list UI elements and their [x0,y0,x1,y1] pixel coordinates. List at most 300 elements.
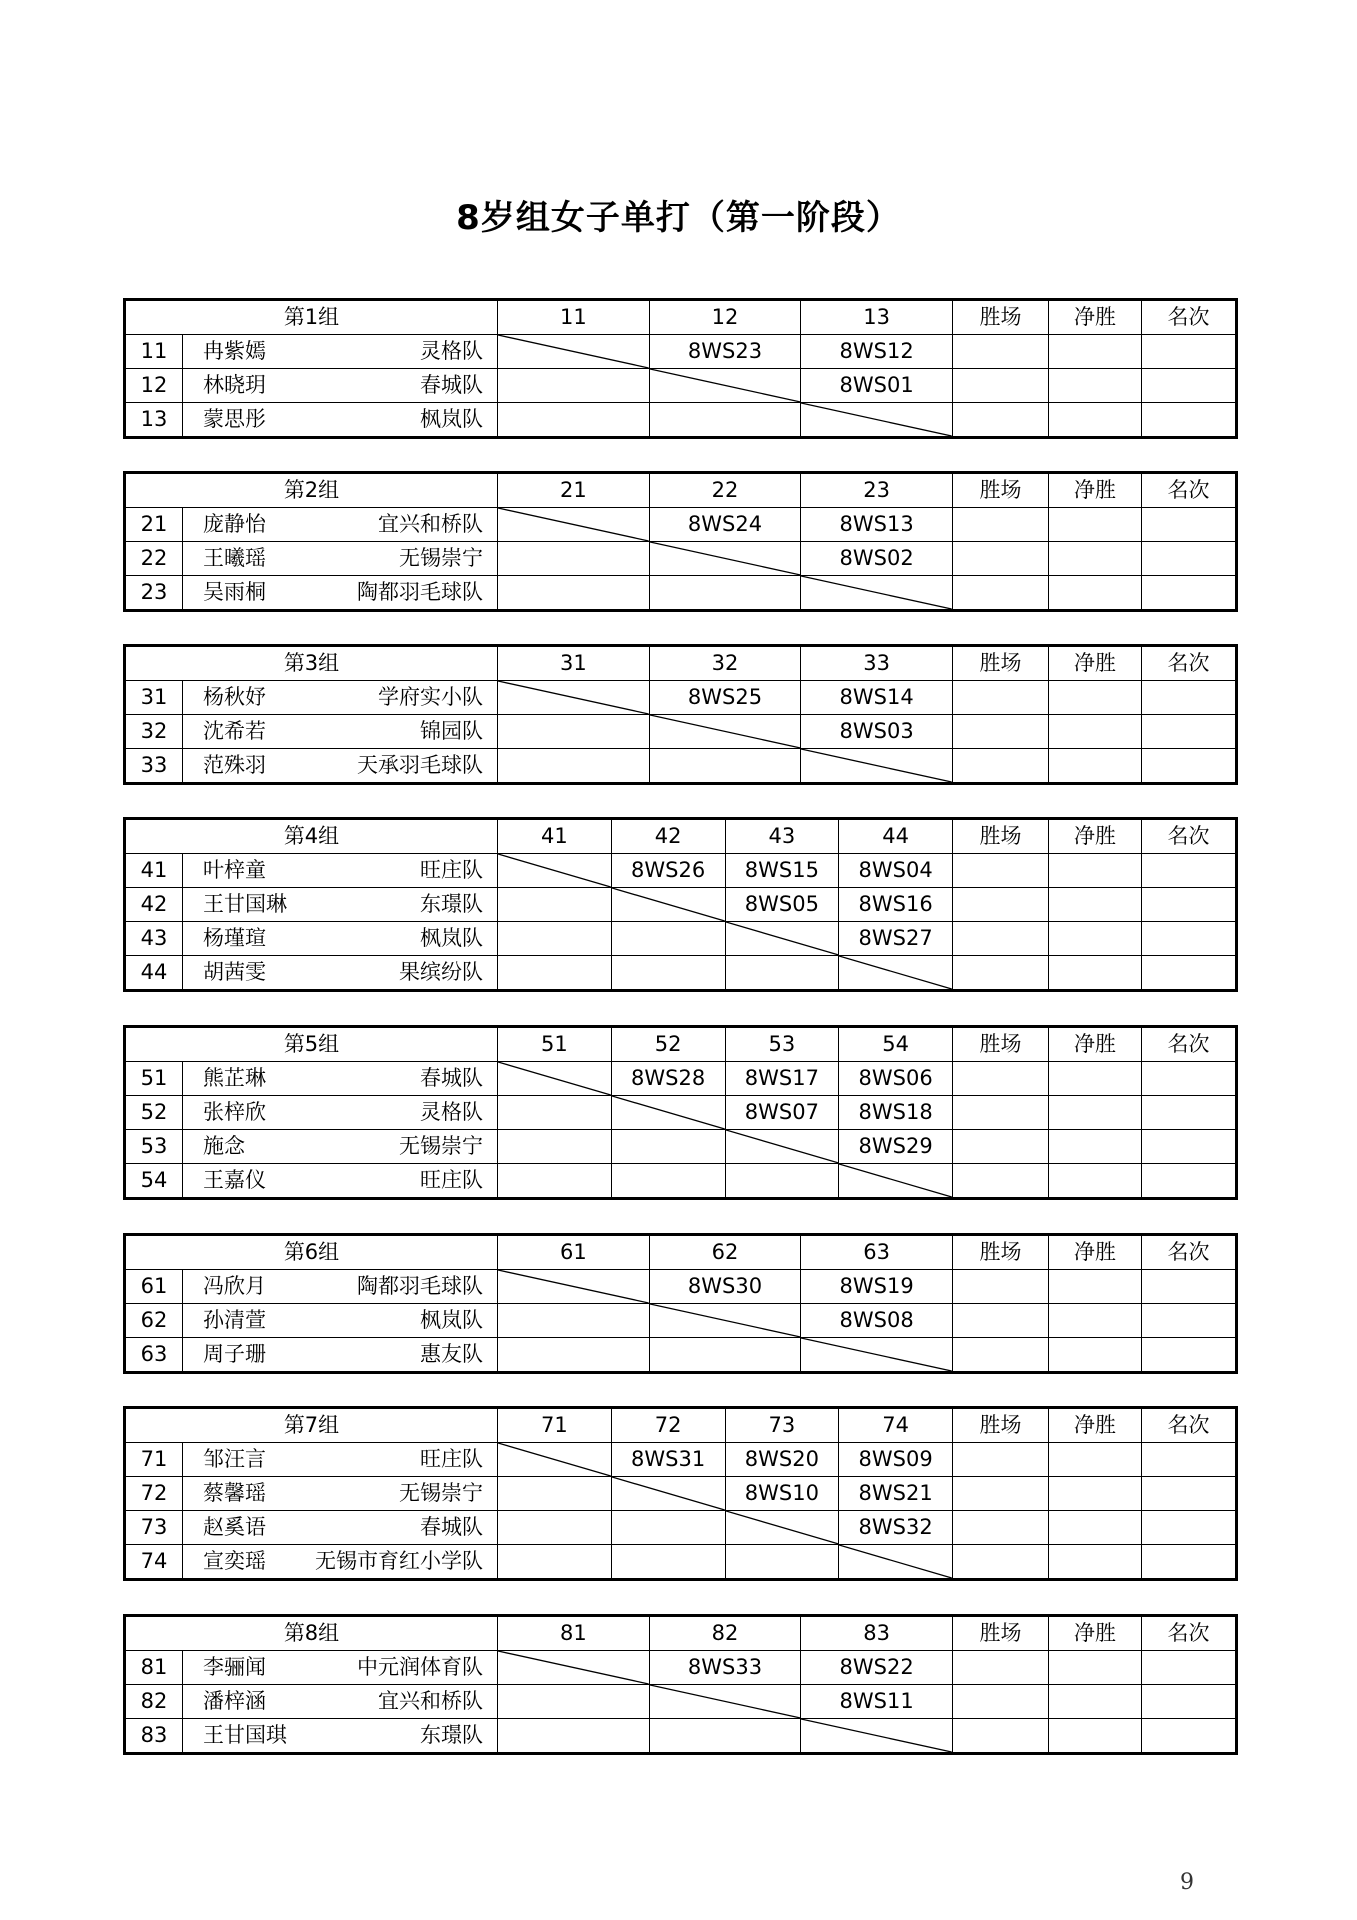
header-wins: 胜场 [953,819,1049,854]
player-number: 81 [125,1651,183,1685]
match-cell: 8WS07 [725,1096,839,1130]
player-team: 无锡市育红小学队 [315,1549,483,1573]
round-robin-table [123,1233,1238,1374]
player-name-team [183,1338,498,1373]
player-name-team [183,888,498,922]
match-cell: 8WS11 [801,1685,953,1719]
diagonal-line [650,369,801,402]
player-number: 71 [125,1443,183,1477]
rank-cell [1142,1477,1237,1511]
player-team: 旺庄队 [420,858,483,882]
net-cell [1049,922,1142,956]
player-row [125,681,1237,715]
player-name: 吴雨桐 [203,580,266,604]
column-header-player-no: 82 [649,1616,801,1651]
player-row [125,888,1237,922]
group-table-1 [123,298,1238,439]
player-row [125,1270,1237,1304]
group-label: 第3组 [125,646,498,681]
diagonal-line [498,1651,649,1684]
column-header-player-no: 23 [801,473,953,508]
player-name: 李骊闻 [203,1655,266,1679]
player-number: 62 [125,1304,183,1338]
diagonal-line [839,1164,952,1197]
net-cell [1048,1338,1141,1373]
player-team: 春城队 [420,1066,483,1090]
self-cell [498,854,612,888]
player-row [125,854,1237,888]
column-header-player-no: 31 [498,646,650,681]
player-team: 春城队 [420,1515,483,1539]
player-number: 61 [125,1270,183,1304]
player-number: 44 [125,956,183,991]
net-cell [1049,854,1142,888]
self-cell [801,1719,953,1754]
group-label: 第1组 [125,300,498,335]
net-cell [1048,1719,1141,1754]
match-cell: 8WS12 [801,335,953,369]
column-header-player-no: 51 [498,1027,612,1062]
match-cell [498,749,650,784]
self-cell [649,715,801,749]
player-team: 天承羽毛球队 [357,753,483,777]
group-table-3 [123,644,1238,785]
wins-cell [953,1096,1049,1130]
diagonal-line [726,1130,839,1163]
column-header-player-no: 22 [649,473,801,508]
match-cell [498,956,612,991]
header-wins: 胜场 [953,1408,1049,1443]
diagonal-line [801,576,952,609]
header-rank: 名次 [1142,819,1237,854]
diagonal-line [801,749,952,782]
match-cell: 8WS03 [801,715,953,749]
player-name: 孙清萱 [203,1308,266,1332]
player-team: 无锡崇宁 [399,546,483,570]
group-table-4 [123,817,1238,992]
player-name: 王嘉仪 [203,1168,266,1192]
match-cell [498,369,650,403]
wins-cell [952,1270,1048,1304]
player-row [125,956,1237,991]
header-row [125,1027,1237,1062]
net-cell [1048,1651,1141,1685]
player-name: 宣奕瑶 [203,1549,266,1573]
match-cell: 8WS14 [801,681,953,715]
wins-cell [952,1304,1048,1338]
match-cell [649,403,801,438]
rank-cell [1142,854,1237,888]
net-cell [1049,1130,1142,1164]
self-cell [498,335,650,369]
rank-cell [1141,508,1236,542]
diagonal-line [839,956,952,989]
match-cell [498,1477,612,1511]
wins-cell [952,749,1048,784]
net-cell [1049,956,1142,991]
match-cell: 8WS27 [839,922,953,956]
wins-cell [952,335,1048,369]
net-cell [1049,1096,1142,1130]
player-name: 王甘国琳 [203,892,287,916]
column-header-player-no: 71 [498,1408,612,1443]
player-row [125,335,1237,369]
match-cell: 8WS33 [649,1651,801,1685]
page-title: 8岁组女子单打（第一阶段） [456,198,901,238]
match-cell: 8WS29 [839,1130,953,1164]
header-wins: 胜场 [952,646,1048,681]
wins-cell [953,854,1049,888]
column-header-player-no: 63 [801,1235,953,1270]
column-header-player-no: 53 [725,1027,839,1062]
player-row [125,749,1237,784]
group-label: 第7组 [125,1408,498,1443]
match-cell: 8WS13 [801,508,953,542]
diagonal-line [498,681,649,714]
match-cell: 8WS20 [725,1443,839,1477]
wins-cell [953,956,1049,991]
self-cell [498,508,650,542]
self-cell [839,1164,953,1199]
net-cell [1048,335,1141,369]
wins-cell [952,1719,1048,1754]
rank-cell [1142,922,1237,956]
header-net: 净胜 [1048,300,1141,335]
wins-cell [953,1511,1049,1545]
player-name: 王甘国琪 [203,1723,287,1747]
player-number: 32 [125,715,183,749]
wins-cell [953,1477,1049,1511]
player-team: 无锡崇宁 [399,1481,483,1505]
player-number: 63 [125,1338,183,1373]
header-net: 净胜 [1049,1408,1142,1443]
player-name-team [183,1443,498,1477]
self-cell [611,888,725,922]
self-cell [725,1130,839,1164]
player-name-team [183,749,498,784]
self-cell [498,1062,612,1096]
player-number: 41 [125,854,183,888]
player-name: 庞静怡 [203,512,266,536]
player-team: 灵格队 [420,339,483,363]
diagonal-line [498,1062,611,1095]
round-robin-table [123,298,1238,439]
player-number: 82 [125,1685,183,1719]
match-cell [498,1511,612,1545]
player-row [125,403,1237,438]
rank-cell [1142,1545,1237,1580]
diagonal-line [650,715,801,748]
wins-cell [952,1338,1048,1373]
diagonal-line [498,1443,611,1476]
match-cell: 8WS26 [611,854,725,888]
column-header-player-no: 73 [725,1408,839,1443]
player-row [125,922,1237,956]
match-cell [611,1545,725,1580]
header-wins: 胜场 [952,1235,1048,1270]
diagonal-line [650,542,801,575]
diagonal-line [498,1270,649,1303]
player-row [125,1304,1237,1338]
match-cell: 8WS24 [649,508,801,542]
column-header-player-no: 32 [649,646,801,681]
player-number: 11 [125,335,183,369]
header-wins: 胜场 [952,473,1048,508]
header-wins: 胜场 [952,1616,1048,1651]
player-name-team [183,542,498,576]
group-table-8 [123,1614,1238,1755]
player-row [125,576,1237,611]
header-rank: 名次 [1141,473,1236,508]
player-name-team [183,1164,498,1199]
wins-cell [953,1130,1049,1164]
header-rank: 名次 [1142,1408,1237,1443]
self-cell [649,542,801,576]
player-row [125,1062,1237,1096]
player-number: 42 [125,888,183,922]
player-number: 22 [125,542,183,576]
rank-cell [1142,1062,1237,1096]
header-net: 净胜 [1048,646,1141,681]
match-cell [498,403,650,438]
net-cell [1049,1443,1142,1477]
rank-cell [1142,1443,1237,1477]
player-row [125,1338,1237,1373]
diagonal-line [498,508,649,541]
player-team: 无锡崇宁 [399,1134,483,1158]
player-name: 沈希若 [203,719,266,743]
player-name-team [183,854,498,888]
player-number: 43 [125,922,183,956]
player-name-team [183,922,498,956]
match-cell [649,576,801,611]
player-number: 74 [125,1545,183,1580]
net-cell [1049,1511,1142,1545]
column-header-player-no: 74 [839,1408,953,1443]
column-header-player-no: 54 [839,1027,953,1062]
rank-cell [1142,956,1237,991]
net-cell [1049,1477,1142,1511]
net-cell [1049,1062,1142,1096]
match-cell [498,542,650,576]
player-row [125,1164,1237,1199]
player-name: 杨瑾瑄 [203,926,266,950]
header-rank: 名次 [1141,300,1236,335]
player-row [125,715,1237,749]
match-cell: 8WS28 [611,1062,725,1096]
column-header-player-no: 13 [801,300,953,335]
match-cell [649,1338,801,1373]
match-cell [498,576,650,611]
wins-cell [952,542,1048,576]
rank-cell [1141,1651,1236,1685]
match-cell: 8WS19 [801,1270,953,1304]
match-cell: 8WS23 [649,335,801,369]
player-number: 33 [125,749,183,784]
rank-cell [1141,1270,1236,1304]
match-cell [611,1511,725,1545]
rank-cell [1141,335,1236,369]
net-cell [1048,403,1141,438]
player-team: 陶都羽毛球队 [357,580,483,604]
player-number: 23 [125,576,183,611]
player-team: 东璟队 [420,892,483,916]
player-number: 73 [125,1511,183,1545]
rank-cell [1141,1304,1236,1338]
group-label: 第4组 [125,819,498,854]
match-cell: 8WS08 [801,1304,953,1338]
column-header-player-no: 11 [498,300,650,335]
self-cell [498,681,650,715]
player-team: 枫岚队 [420,407,483,431]
match-cell: 8WS32 [839,1511,953,1545]
player-team: 惠友队 [420,1342,483,1366]
match-cell [611,922,725,956]
match-cell [498,1338,650,1373]
header-net: 净胜 [1048,1616,1141,1651]
match-cell [498,1304,650,1338]
player-team: 果缤纷队 [399,960,483,984]
wins-cell [952,508,1048,542]
column-header-player-no: 62 [649,1235,801,1270]
round-robin-table [123,1614,1238,1755]
rank-cell [1141,1685,1236,1719]
player-number: 83 [125,1719,183,1754]
net-cell [1048,715,1141,749]
match-cell: 8WS22 [801,1651,953,1685]
match-cell: 8WS16 [839,888,953,922]
player-name-team [183,1545,498,1580]
column-header-player-no: 33 [801,646,953,681]
diagonal-line [498,335,649,368]
self-cell [801,403,953,438]
player-name: 范殊羽 [203,753,266,777]
wins-cell [953,922,1049,956]
diagonal-line [612,888,725,921]
rank-cell [1141,403,1236,438]
player-team: 枫岚队 [420,926,483,950]
wins-cell [952,576,1048,611]
player-team: 中元润体育队 [357,1655,483,1679]
player-name: 赵奚语 [203,1515,266,1539]
wins-cell [952,715,1048,749]
player-row [125,1443,1237,1477]
net-cell [1048,576,1141,611]
self-cell [839,956,953,991]
diagonal-line [801,403,952,436]
self-cell [801,576,953,611]
header-net: 净胜 [1049,1027,1142,1062]
player-row [125,1130,1237,1164]
diagonal-line [801,1338,952,1371]
net-cell [1048,1304,1141,1338]
diagonal-line [726,922,839,955]
column-header-player-no: 43 [725,819,839,854]
player-row [125,1545,1237,1580]
match-cell [498,888,612,922]
player-row [125,1719,1237,1754]
match-cell: 8WS31 [611,1443,725,1477]
player-row [125,542,1237,576]
match-cell: 8WS09 [839,1443,953,1477]
match-cell: 8WS06 [839,1062,953,1096]
player-number: 52 [125,1096,183,1130]
wins-cell [953,1545,1049,1580]
player-name: 叶梓童 [203,858,266,882]
match-cell [498,1685,650,1719]
wins-cell [952,403,1048,438]
match-cell [498,715,650,749]
diagonal-line [612,1477,725,1510]
player-number: 72 [125,1477,183,1511]
net-cell [1049,1164,1142,1199]
header-row [125,646,1237,681]
match-cell: 8WS25 [649,681,801,715]
player-name-team [183,1096,498,1130]
group-table-6 [123,1233,1238,1374]
self-cell [649,1304,801,1338]
self-cell [649,1685,801,1719]
diagonal-line [612,1096,725,1129]
net-cell [1048,542,1141,576]
rank-cell [1142,888,1237,922]
self-cell [801,749,953,784]
player-name: 林晓玥 [203,373,266,397]
self-cell [725,922,839,956]
self-cell [725,1511,839,1545]
match-cell [611,956,725,991]
header-row [125,819,1237,854]
player-row [125,508,1237,542]
wins-cell [952,681,1048,715]
round-robin-table [123,1406,1238,1581]
self-cell [498,1651,650,1685]
player-number: 31 [125,681,183,715]
player-row [125,1477,1237,1511]
rank-cell [1142,1511,1237,1545]
match-cell: 8WS04 [839,854,953,888]
self-cell [611,1096,725,1130]
wins-cell [953,1062,1049,1096]
rank-cell [1141,715,1236,749]
match-cell: 8WS02 [801,542,953,576]
player-name: 潘梓涵 [203,1689,266,1713]
wins-cell [952,369,1048,403]
player-name-team [183,1062,498,1096]
rank-cell [1142,1130,1237,1164]
diagonal-line [498,854,611,887]
column-header-player-no: 44 [839,819,953,854]
net-cell [1048,1270,1141,1304]
self-cell [498,1270,650,1304]
net-cell [1048,749,1141,784]
player-name-team [183,369,498,403]
wins-cell [952,1651,1048,1685]
header-row [125,300,1237,335]
player-name-team [183,403,498,438]
match-cell: 8WS05 [725,888,839,922]
player-name-team [183,681,498,715]
match-cell [498,1096,612,1130]
player-row [125,1685,1237,1719]
player-row [125,1096,1237,1130]
rank-cell [1141,749,1236,784]
net-cell [1048,508,1141,542]
round-robin-table [123,1025,1238,1200]
diagonal-line [726,1511,839,1544]
header-net: 净胜 [1048,1235,1141,1270]
player-number: 21 [125,508,183,542]
